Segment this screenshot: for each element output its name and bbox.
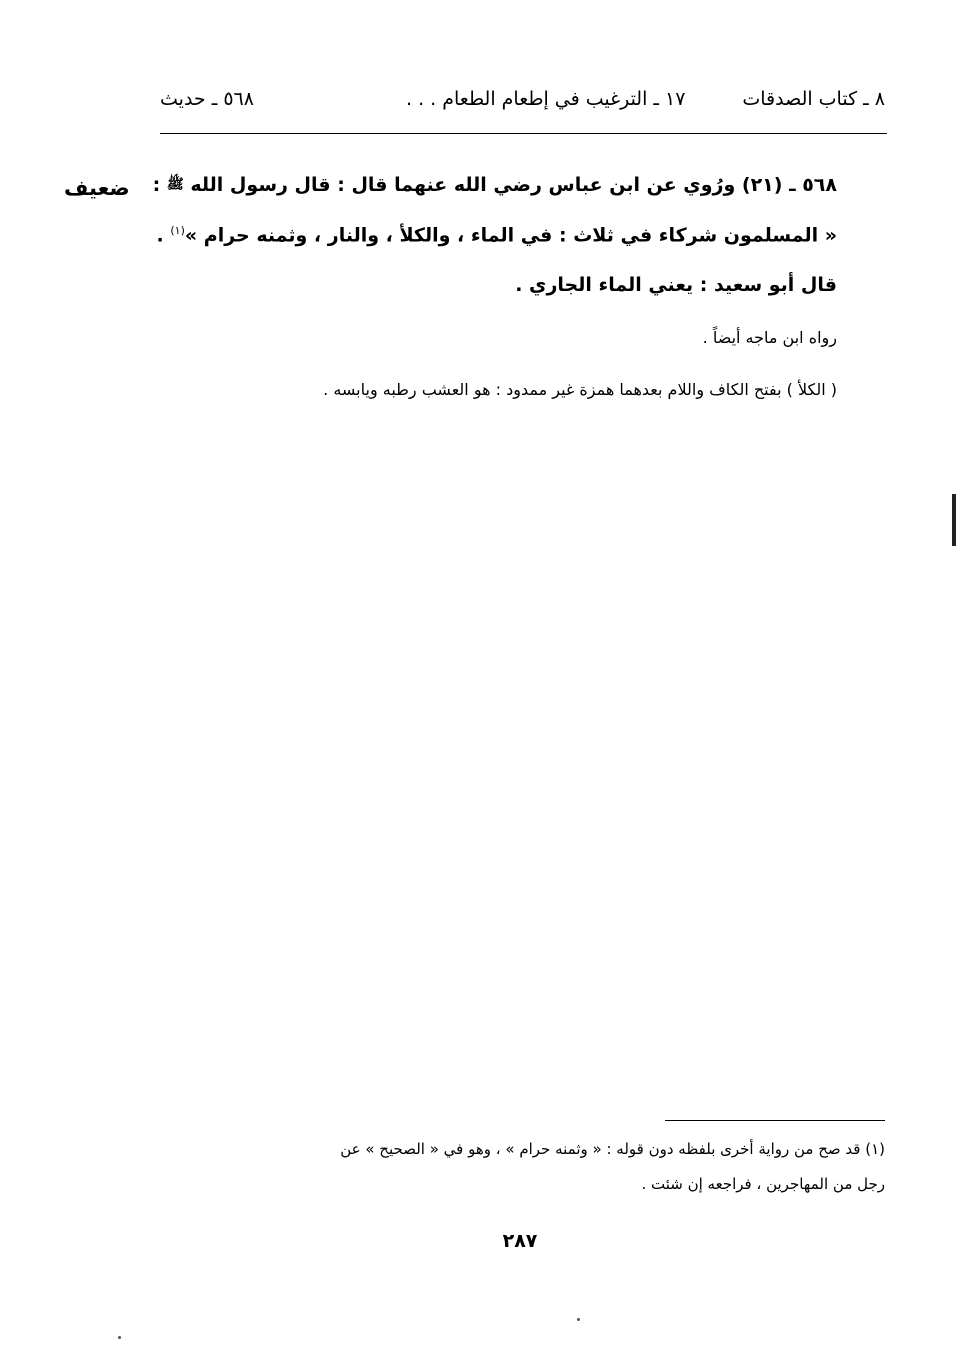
salawat-glyph: ﷺ bbox=[166, 176, 184, 193]
running-header-book: ٨ ـ كتاب الصدقات bbox=[742, 88, 885, 110]
footnote-divider bbox=[665, 1120, 885, 1121]
hadith-line-2 bbox=[157, 224, 837, 246]
hadith-line-2-end: . bbox=[156, 224, 171, 247]
hadith-line-1-end: : bbox=[152, 174, 167, 196]
scan-edge-mark bbox=[952, 494, 956, 546]
hadith-line-1-text: ٥٦٨ ـ (٢١) ورُوي عن ابن عباس رضي الله عنهما قال : قال رسول الله bbox=[190, 174, 837, 196]
header-divider bbox=[160, 133, 887, 134]
running-header-hadith-number: ٥٦٨ ـ حديث bbox=[160, 88, 254, 110]
footnote-line-1: (١) قد صح من رواية أخرى بلفظه دون قوله : « وثمنه حرام » ، وهو في « الصحيح » عن bbox=[340, 1140, 885, 1158]
footnote-ref: (١) bbox=[170, 224, 185, 237]
hadith-line-2-text: « المسلمون شركاء في ثلاث : في الماء ، والكلأ ، والنار ، وثمنه حرام » bbox=[184, 224, 837, 247]
scan-speck bbox=[577, 1318, 580, 1321]
hadith-line-1 bbox=[153, 174, 837, 196]
scan-speck bbox=[118, 1336, 121, 1339]
footnote-line-2: رجل من المهاجرين ، فراجعه إن شئت . bbox=[641, 1175, 885, 1193]
running-header-chapter: ١٧ ـ الترغيب في إطعام الطعام . . . bbox=[406, 88, 686, 110]
hadith-grade-label: ضعيف bbox=[64, 176, 130, 200]
hadith-gloss: ( الكلأ ) بفتح الكاف واللام بعدهما همزة غير ممدود : هو العشب رطبه ويابسه . bbox=[323, 380, 837, 399]
hadith-line-3: قال أبو سعيد : يعني الماء الجاري . bbox=[515, 274, 837, 296]
hadith-source-note: رواه ابن ماجه أيضاً . bbox=[702, 328, 837, 347]
page-number: ٢٨٧ bbox=[502, 1230, 538, 1252]
